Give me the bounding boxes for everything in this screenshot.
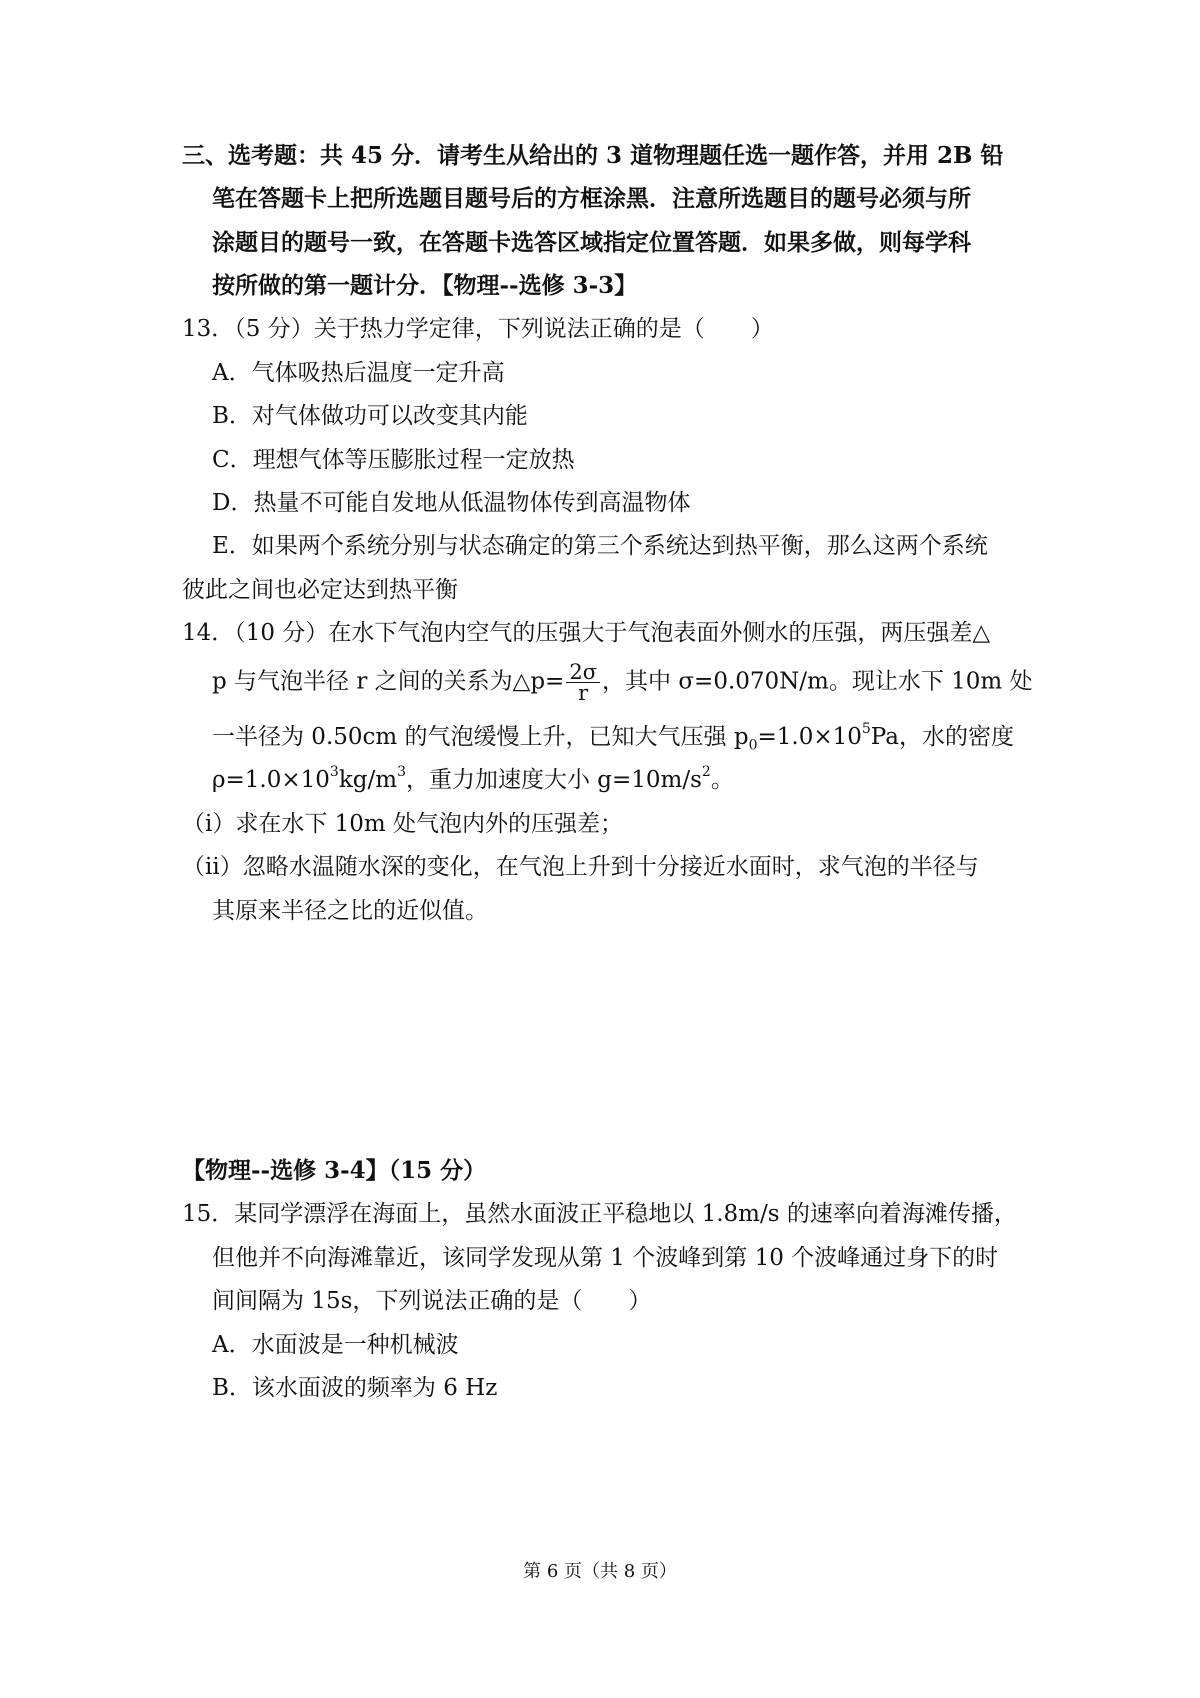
p0-subscript: 0	[748, 737, 758, 754]
volume-exponent: 3	[397, 764, 406, 781]
question-13-option-b: B．对气体做功可以改变其内能	[212, 403, 528, 429]
pressure-formula-fraction	[566, 662, 600, 703]
line-4-text-a: ρ=1.0×10	[212, 767, 330, 793]
question-14-line-1: 14．（10 分）在水下气泡内空气的压强大于气泡表面外侧水的压强，两压强差△	[182, 620, 991, 646]
question-13-option-e-line-2: 彼此之间也必定达到热平衡	[182, 577, 458, 603]
question-14-part-2-line-1: （ii）忽略水温随水深的变化，在气泡上升到十分接近水面时，求气泡的半径与	[182, 854, 979, 880]
line-3-text-c: Pa，水的密度	[870, 724, 1014, 750]
question-14-line-4	[212, 765, 734, 795]
question-14-part-2-line-2: 其原来半径之比的近似值。	[212, 898, 488, 924]
question-14-line-3	[212, 722, 1014, 752]
question-15-option-a: A．水面波是一种机械波	[212, 1332, 459, 1358]
question-15-line-1: 15．某同学漂浮在海面上，虽然水面波正平稳地以 1.8m/s 的速率向着海滩传播，	[182, 1201, 1017, 1227]
section-3-4-heading: 【物理--选修 3-4】（15 分）	[182, 1157, 487, 1184]
question-13-option-a: A．气体吸热后温度一定升高	[212, 360, 505, 386]
question-15-option-b: B．该水面波的频率为 6 Hz	[212, 1375, 498, 1401]
fraction-numerator: 2σ	[566, 662, 600, 683]
question-15-line-3: 间间隔为 15s，下列说法正确的是（ ）	[212, 1288, 652, 1314]
line-3-text-a: 一半径为 0.50cm 的气泡缓慢上升，已知大气压强 p	[212, 724, 749, 750]
fraction-denominator: r	[578, 681, 589, 705]
gravity-exponent: 2	[701, 764, 711, 781]
question-14-part-1: （i）求在水下 10m 处气泡内外的压强差；	[182, 811, 624, 837]
line-4-text-c: ，重力加速度大小 g=10m/s	[405, 767, 702, 793]
question-13-stem: 13．（5 分）关于热力学定律，下列说法正确的是（ ）	[182, 316, 774, 342]
density-exponent: 3	[329, 764, 339, 781]
section-3-line-1: 三、选考题：共 45 分．请考生从给出的 3 道物理题任选一题作答，并用 2B 铅	[182, 142, 1004, 169]
question-13-option-c: C．理想气体等压膨胀过程一定放热	[212, 447, 575, 473]
section-3-line-4: 按所做的第一题计分．【物理--选修 3-3】	[212, 272, 638, 299]
section-3-line-2: 笔在答题卡上把所选题目题号后的方框涂黑．注意所选题目的题号必须与所	[212, 185, 971, 212]
question-13-option-d: D．热量不可能自发地从低温物体传到高温物体	[212, 490, 691, 516]
line-4-text-b: kg/m	[338, 767, 398, 793]
pressure-exponent: 5	[861, 721, 871, 738]
question-13-option-e-line-1: E．如果两个系统分别与状态确定的第三个系统达到热平衡，那么这两个系统	[212, 533, 988, 559]
question-15-line-2: 但他并不向海滩靠近，该同学发现从第 1 个波峰到第 10 个波峰通过身下的时	[212, 1245, 999, 1271]
question-14-line-2-after: ，其中 σ=0.070N/m。现让水下 10m 处	[602, 668, 1033, 695]
section-3-line-3: 涂题目的题号一致，在答题卡选答区域指定位置答题．如果多做，则每学科	[212, 229, 971, 256]
question-14-line-2-before: p 与气泡半径 r 之间的关系为△p=	[212, 668, 565, 695]
question-14-line-2	[212, 662, 1033, 703]
line-4-text-d: 。	[710, 767, 734, 793]
page-number-footer: 第 6 页（共 8 页）	[523, 1561, 677, 1582]
line-3-text-b: =1.0×10	[757, 724, 862, 750]
